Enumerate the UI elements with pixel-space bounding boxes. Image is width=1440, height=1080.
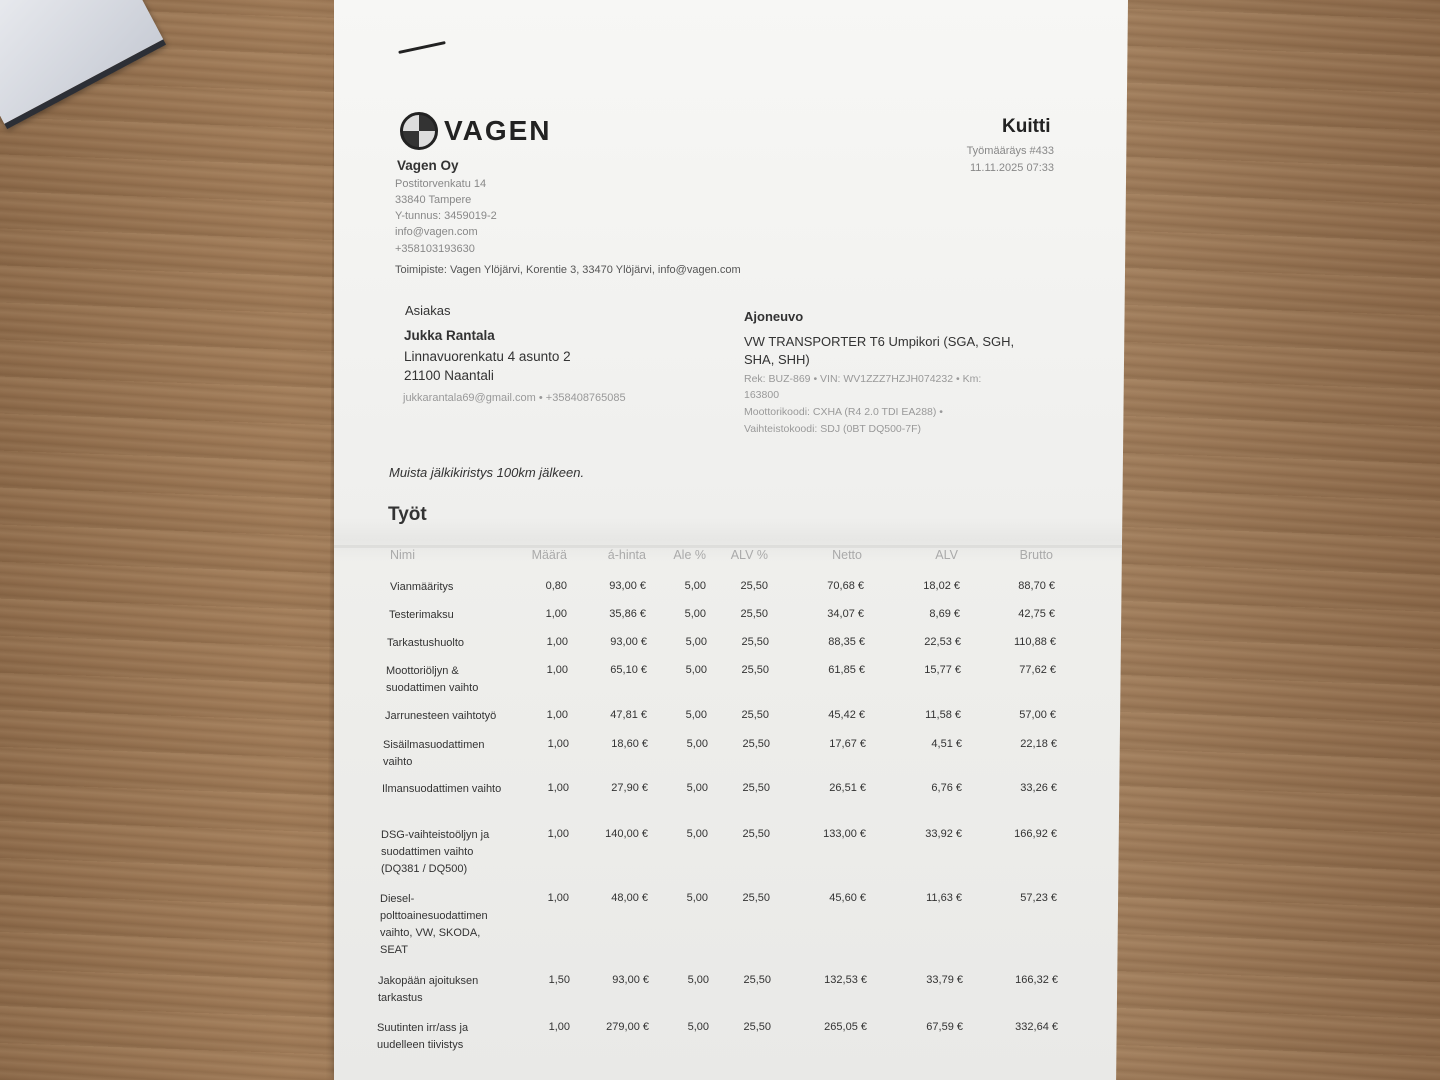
company-street: Postitorvenkatu 14: [395, 178, 487, 190]
cell-vat: 11,58 €: [925, 709, 961, 721]
company-city: 33840 Tampere: [395, 194, 472, 206]
cell-net: 45,60 €: [829, 892, 866, 904]
cell-qty: 1,00: [547, 782, 569, 794]
cell-net: 17,67 €: [829, 738, 866, 750]
cell-gross: 22,18 €: [1020, 738, 1057, 750]
cell-discount: 5,00: [684, 608, 706, 620]
cell-gross: 166,92 €: [1014, 828, 1057, 840]
cell-vat-pct: 25,50: [743, 1021, 771, 1033]
company-office: Toimipiste: Vagen Ylöjärvi, Korentie 3, 33470 Ylöjärvi, info@vagen.com: [395, 264, 741, 276]
cell-net: 132,53 €: [824, 974, 867, 986]
cell-name: Suutinten irr/ass ja uudelleen tiivistys: [377, 1022, 469, 1051]
work-order-number: Työmääräys #433: [966, 145, 1054, 157]
cell-net: 61,85 €: [828, 664, 865, 676]
cell-discount: 5,00: [685, 636, 707, 648]
cell-unit-price: 140,00 €: [605, 828, 648, 840]
cell-vat-pct: 25,50: [743, 974, 771, 986]
cell-vat-pct: 25,50: [741, 664, 769, 676]
company-business-id: Y-tunnus: 3459019-2: [395, 210, 497, 222]
cell-name: Jarrunesteen vaihtotyö: [385, 710, 497, 722]
table-header-col-vat: ALV: [935, 548, 958, 562]
cell-vat-pct: 25,50: [742, 828, 770, 840]
receipt-title: Kuitti: [1002, 116, 1051, 137]
cell-name: Diesel-polttoainesuodattimen vaihto, VW, SKODA, SEAT: [380, 893, 488, 956]
cell-discount: 5,00: [686, 782, 708, 794]
cell-qty: 1,00: [546, 636, 568, 648]
cell-unit-price: 27,90 €: [611, 782, 648, 794]
logo-text: VAGEN: [444, 115, 552, 146]
cell-name: Vianmääritys: [390, 581, 454, 593]
cell-name: Ilmansuodattimen vaihto: [382, 783, 502, 795]
service-note: Muista jälkikiristys 100km jälkeen.: [389, 465, 585, 480]
company-email: info@vagen.com: [395, 226, 478, 238]
cell-net: 133,00 €: [823, 828, 866, 840]
cell-vat-pct: 25,50: [742, 782, 770, 794]
cell-net: 45,42 €: [828, 709, 865, 721]
cell-vat: 22,53 €: [924, 636, 961, 648]
vehicle-details-line4: Vaihteistokoodi: SDJ (0BT DQ500-7F): [744, 423, 922, 435]
vehicle-heading: Ajoneuvo: [744, 309, 804, 324]
cell-discount: 5,00: [685, 664, 707, 676]
cell-name: Jakopään ajoituksen tarkastus: [378, 975, 479, 1004]
table-header-col-net: Netto: [832, 548, 862, 562]
cell-gross: 42,75 €: [1018, 608, 1055, 620]
cell-vat: 6,76 €: [931, 782, 962, 794]
cell-unit-price: 93,00 €: [609, 580, 646, 592]
cell-net: 34,07 €: [827, 608, 864, 620]
cell-net: 70,68 €: [827, 580, 864, 592]
cell-qty: 1,00: [548, 1021, 570, 1033]
cell-unit-price: 279,00 €: [606, 1021, 649, 1033]
customer-contact: jukkarantala69@gmail.com • +358408765085: [403, 392, 626, 404]
cell-discount: 5,00: [685, 709, 707, 721]
cell-vat: 11,63 €: [926, 892, 962, 904]
cell-unit-price: 65,10 €: [610, 664, 647, 676]
receipt-datetime: 11.11.2025 07:33: [969, 162, 1054, 174]
cell-net: 265,05 €: [824, 1021, 867, 1033]
cell-gross: 110,88 €: [1013, 636, 1056, 648]
cell-vat: 18,02 €: [923, 580, 960, 592]
cell-vat: 8,69 €: [929, 608, 960, 620]
cell-vat-pct: 25,50: [740, 580, 768, 592]
cell-discount: 5,00: [684, 580, 706, 592]
cell-qty: 1,00: [545, 608, 567, 620]
cell-net: 88,35 €: [828, 636, 865, 648]
customer-city: 21100 Naantali: [404, 368, 494, 383]
vehicle-details-line3: Moottorikoodi: CXHA (R4 2.0 TDI EA288) •: [744, 406, 943, 418]
cell-vat: 67,59 €: [926, 1021, 963, 1033]
cell-unit-price: 93,00 €: [612, 974, 649, 986]
cell-qty: 1,00: [546, 664, 568, 676]
cell-gross: 88,70 €: [1018, 580, 1055, 592]
cell-unit-price: 35,86 €: [609, 608, 646, 620]
cell-vat: 4,51 €: [931, 738, 962, 750]
cell-vat-pct: 25,50: [742, 738, 770, 750]
cell-vat-pct: 25,50: [741, 709, 769, 721]
cell-discount: 5,00: [687, 1021, 709, 1033]
works-heading: Työt: [388, 504, 427, 525]
cell-discount: 5,00: [686, 738, 708, 750]
company-logo: [400, 112, 552, 150]
table-header-col-discount: Ale %: [673, 548, 706, 562]
cell-unit-price: 18,60 €: [611, 738, 648, 750]
cell-net: 26,51 €: [829, 782, 866, 794]
cell-unit-price: 93,00 €: [610, 636, 647, 648]
cell-qty: 0,80: [545, 580, 567, 592]
cell-qty: 1,50: [548, 974, 570, 986]
cell-discount: 5,00: [686, 892, 708, 904]
cell-unit-price: 48,00 €: [611, 892, 648, 904]
cell-vat: 33,92 €: [925, 828, 962, 840]
cell-discount: 5,00: [686, 828, 708, 840]
cell-name: Testerimaksu: [389, 609, 454, 621]
cell-name: Moottoriöljyn & suodattimen vaihto: [386, 665, 479, 694]
customer-heading: Asiakas: [405, 303, 451, 318]
cell-name: DSG-vaihteistoöljyn ja suodattimen vaihto (DQ381 / DQ500): [381, 829, 490, 875]
cell-vat-pct: 25,50: [741, 636, 769, 648]
cell-qty: 1,00: [547, 738, 569, 750]
cell-gross: 57,00 €: [1019, 709, 1056, 721]
cell-qty: 1,00: [547, 828, 569, 840]
table-header-col-unit-price: á-hinta: [607, 548, 646, 562]
table-header-col-gross: Brutto: [1019, 548, 1053, 562]
table-header-col-name: Nimi: [390, 548, 415, 562]
cell-vat-pct: 25,50: [740, 608, 768, 620]
cell-name: Tarkastushuolto: [387, 637, 465, 649]
cell-gross: 332,64 €: [1015, 1021, 1058, 1033]
cell-vat: 15,77 €: [924, 664, 961, 676]
vehicle-model-line1: VW TRANSPORTER T6 Umpikori (SGA, SGH,: [744, 334, 1015, 349]
vehicle-details-line2: 163800: [744, 389, 780, 401]
background-paper: [0, 0, 166, 129]
cell-discount: 5,00: [687, 974, 709, 986]
table-header-col-vat-pct: ALV %: [730, 548, 768, 562]
logo-icon: [400, 112, 438, 150]
cell-gross: 166,32 €: [1015, 974, 1058, 986]
vehicle-details-line1: Rek: BUZ-869 • VIN: WV1ZZZ7HZJH074232 • Km:: [744, 373, 982, 385]
company-phone: +358103193630: [395, 243, 475, 255]
company-name: Vagen Oy: [397, 158, 459, 173]
cell-vat: 33,79 €: [926, 974, 963, 986]
table-header-col-qty: Määrä: [531, 548, 567, 562]
cell-vat-pct: 25,50: [742, 892, 770, 904]
cell-gross: 33,26 €: [1020, 782, 1057, 794]
cell-qty: 1,00: [547, 892, 569, 904]
cell-name: Sisäilmasuodattimen vaihto: [383, 739, 485, 768]
cell-gross: 57,23 €: [1020, 892, 1057, 904]
cell-qty: 1,00: [546, 709, 568, 721]
customer-name: Jukka Rantala: [404, 328, 495, 343]
cell-unit-price: 47,81 €: [610, 709, 647, 721]
cell-gross: 77,62 €: [1019, 664, 1056, 676]
vehicle-model-line2: SHA, SHH): [744, 352, 810, 367]
customer-street: Linnavuorenkatu 4 asunto 2: [404, 349, 571, 364]
